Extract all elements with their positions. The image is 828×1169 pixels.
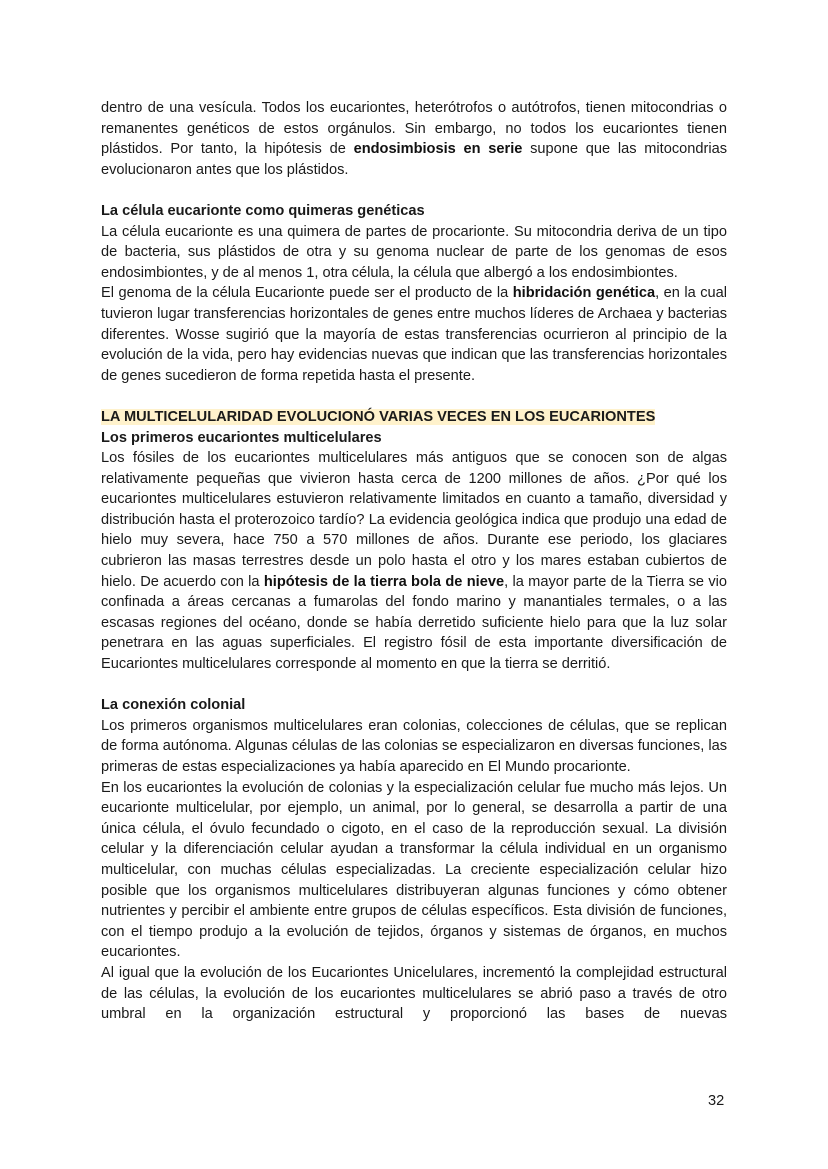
colonial-paragraph-3: Al igual que la evolución de los Eucariontes Unicelulares, incrementó la complejidad estructural de las células, la evolución de los eucariontes multicelulares se abrió paso a través de otro umbral en la organización estructural y proporcionó las bases de nuevas [101, 964, 727, 1023]
text-run: , la mayor parte de la Tierra se vio confinada a áreas cercanas a fumarolas del fondo marino y manantiales termales, o a las escasas regiones del océano, donde se había derretido suficiente hielo para que la luz solar penetrara en las aguas superficiales. El registro fósil de esta importante diversificación de Eucariontes multicelulares corresponde al momento en que la tierra se derritió. [101, 573, 728, 673]
document-page [101, 98, 727, 1025]
intro-paragraph [101, 98, 727, 180]
heading-primeros-eucariontes: Los primeros eucariontes multicelulares [101, 429, 382, 446]
page-number: 32 [708, 1093, 725, 1109]
text-run: Los fósiles de los eucariontes multicelulares más antiguos que se conocen son de algas relativamente pequeñas que vivieron hasta cerca de 1200 millones de años. ¿Por qué los eucariontes multicelulares estuvieron relativamente limitados en cuanto a tamaño, diversidad y distribución hasta el proterozoico tardío? La evidencia geológica indica que produjo una edad de hielo muy severa, hace 750 a 570 millones de años. Durante ese periodo, los glaciares cubrieron las masas terrestres desde un polo hasta el otro y los mares estaban cubiertos de hielo. De acuerdo con la [101, 450, 727, 590]
spacer [101, 675, 727, 696]
bold-term-tierra-bola-de-nieve: hipótesis de la tierra bola de nieve [263, 573, 505, 590]
text-run: dentro de una vesícula. Todos los eucariontes, heterótrofos o autótrofos, tienen mitocondrias o remanentes genéticos de estos orgánulos. Sin embargo, no todos los eucariontes tienen plástidos. Por tanto, la hipótesis de [101, 100, 727, 158]
text-run: El genoma de la célula Eucarionte puede ser el producto de la [101, 285, 513, 302]
multicelularidad-paragraph [101, 448, 727, 675]
heading-conexion-colonial: La conexión colonial [101, 697, 246, 714]
highlighted-title: LA MULTICELULARIDAD EVOLUCIONÓ VARIAS VECES EN LOS EUCARIONTES [101, 408, 656, 425]
section-title-multicelularidad [101, 407, 727, 428]
quimeras-paragraph-2 [101, 283, 727, 386]
spacer [101, 180, 727, 201]
heading-quimeras: La célula eucarionte como quimeras genéticas [101, 202, 425, 219]
spacer [101, 386, 727, 407]
quimeras-paragraph-1: La célula eucarionte es una quimera de partes de procarionte. Su mitocondria deriva de un tipo de bacteria, sus plástidos de otra y su genoma nuclear de parte de los genomas de esos endosimbiontes, y de al menos 1, otra célula, la célula que albergó a los endosimbiontes. [101, 223, 727, 281]
bold-term-hibridacion: hibridación genética [512, 285, 656, 302]
text-run: , en la cual tuvieron lugar transferencias horizontales de genes entre muchos líderes de Archaea y bacterias diferentes. Wosse sugirió que la mayoría de estas transferencias ocurrieron al principio de la evolución de la vida, pero hay evidencias nuevas que indican que las transferencias horizontales de genes sucedieron de forma repetida hasta el presente. [101, 285, 727, 384]
colonial-paragraph-1: Los primeros organismos multicelulares eran colonias, colecciones de células, que se replican de forma autónoma. Algunas células de las colonias se especializaron en diversas funciones, las primeras de estas especializaciones ya había aparecido en El Mundo procarionte. [101, 717, 727, 775]
colonial-paragraph-2: En los eucariontes la evolución de colonias y la especialización celular fue mucho más lejos. Un eucarionte multicelular, por ejemplo, un animal, por lo general, se desarrolla a partir de una única célula, el óvulo fecundado o cigoto, en el caso de la reproducción sexual. La división celular y la diferenciación celular ayudan a transformar la célula individual en un organismo multicelular, con muchas células especializadas. La creciente especialización celular hizo posible que los organismos multicelulares distribuyeran algunas funciones y cómo obtener nutrientes y percibir el ambiente entre grupos de células específicos. Esta división de funciones, con el tiempo produjo a la evolución de tejidos, órganos y sistemas de órganos, en muchos eucariontes. [101, 779, 727, 961]
text-run: supone que las mitocondrias evolucionaron antes que los plástidos. [101, 141, 727, 178]
bold-term-endosimbiosis: endosimbiosis en serie [353, 141, 523, 158]
